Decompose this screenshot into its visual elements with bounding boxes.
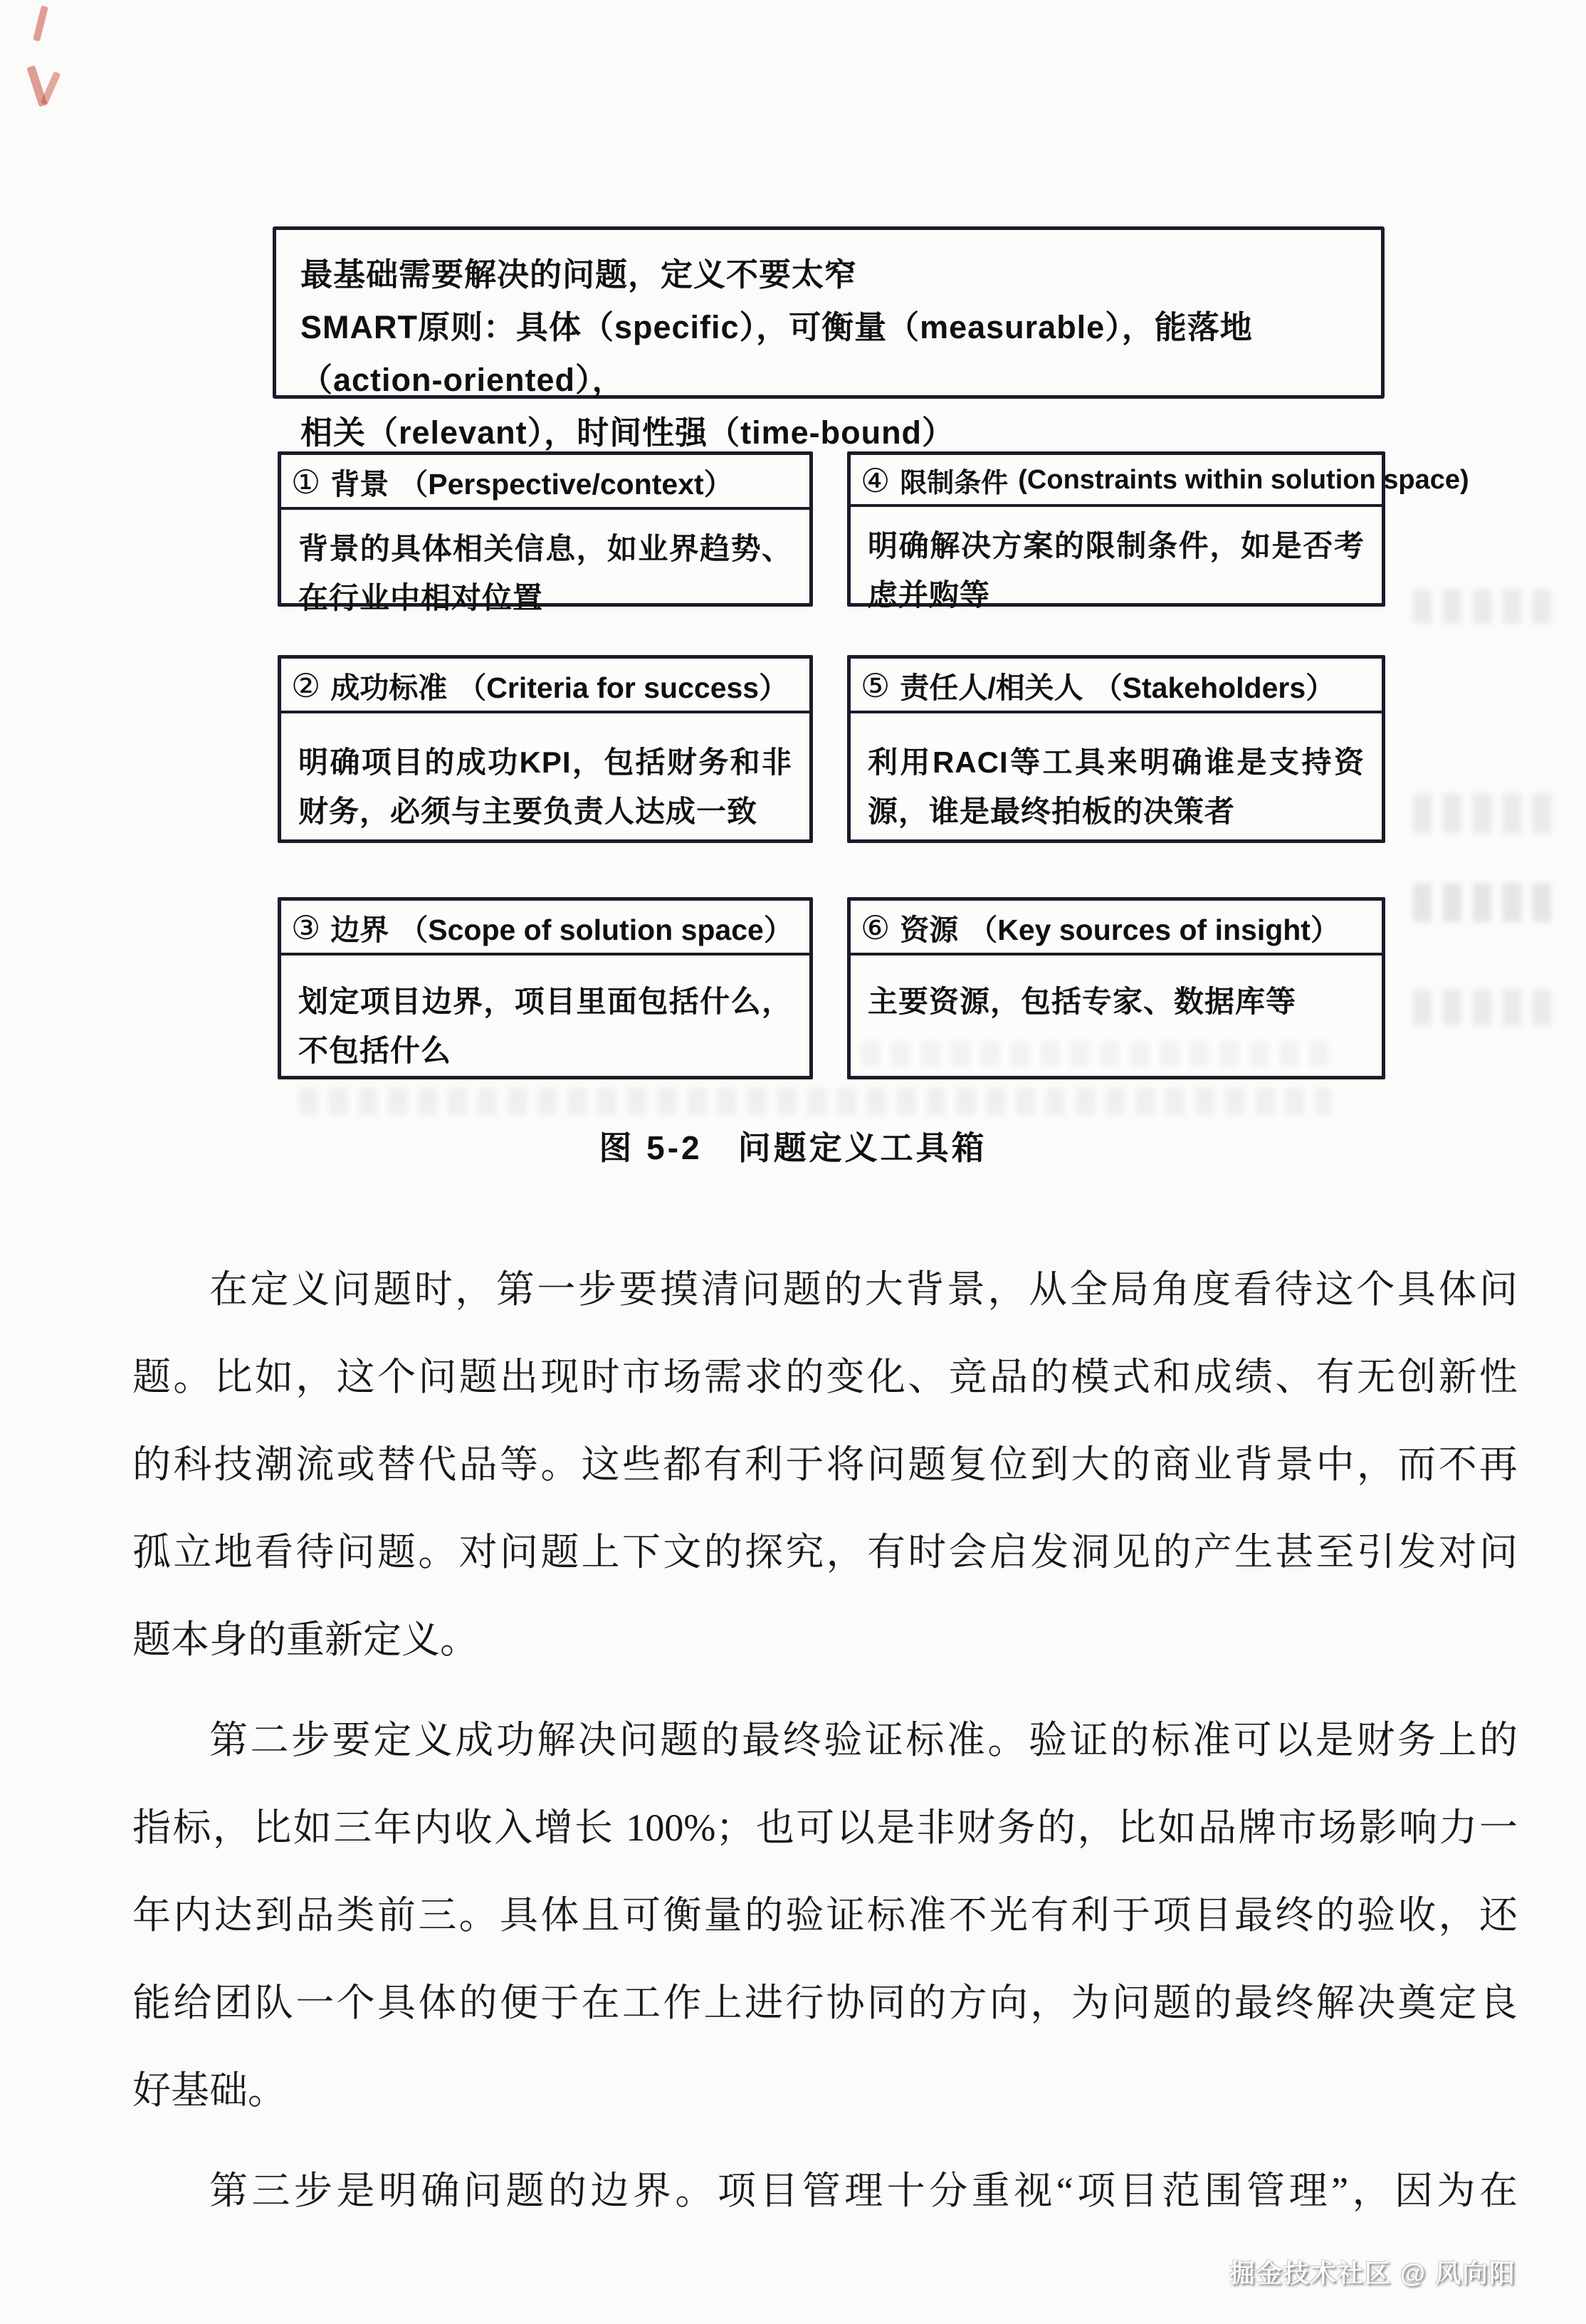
bleed-through-smudge (861, 1041, 1331, 1067)
body-line: 题本身的重新定义。 (132, 1618, 478, 1661)
box-title: 背景 (330, 468, 389, 501)
box-body: 明确解决方案的限制条件，如是否考虑并购等 (868, 529, 1365, 612)
box-number: ③ (291, 909, 321, 946)
smart-box-line: SMART原则：具体（specific），可衡量（measurable），能落地（action-oriented）， (300, 309, 1253, 398)
smart-principles-box (273, 226, 1385, 451)
body-line: 在定义问题时，第一步要摸清问题的大背景，从全局角度看待这个具体问 (209, 1268, 1518, 1311)
figure-caption: 图 5-2 问题定义工具箱 (599, 1129, 987, 1166)
bleed-through-smudge (299, 1088, 1331, 1115)
body-line: 年内达到品类前三。具体且可衡量的验证标准不光有利于项目最终的验收，还 (132, 1894, 1518, 1937)
box-body: 利用RACI等工具来明确谁是支持资源，谁是最终拍板的决策者 (868, 745, 1365, 828)
body-text (132, 1246, 1518, 2235)
box-number: ⑤ (861, 666, 891, 704)
box-title-en: （Criteria for success） (457, 671, 789, 704)
bleed-through-smudge (1413, 794, 1559, 833)
box-title-en: （Key sources of insight） (968, 914, 1340, 946)
body-line: 指标，比如三年内收入增长 100%；也可以是非财务的，比如品牌市场影响力一 (132, 1806, 1518, 1849)
toolbox-box-stakeholders (847, 655, 1385, 843)
box-header (851, 901, 1382, 956)
box-body: 明确项目的成功KPI，包括财务和非财务，必须与主要负责人达成一致 (298, 745, 792, 828)
body-line: 能给团队一个具体的便于在工作上进行协同的方向，为问题的最终解决奠定良 (132, 1982, 1518, 2024)
box-number: ① (291, 463, 321, 501)
body-line: 的科技潮流或替代品等。这些都有利于将问题复位到大的商业背景中，而不再 (132, 1443, 1518, 1486)
pen-mark (33, 6, 48, 42)
box-number: ④ (861, 461, 891, 499)
body-line: 孤立地看待问题。对问题上下文的探究，有时会启发洞见的产生甚至引发对问 (132, 1531, 1518, 1574)
box-number: ② (291, 666, 321, 704)
toolbox-box-scope (278, 897, 813, 1079)
box-title-en: （Scope of solution space） (399, 914, 793, 946)
box-header (281, 659, 809, 713)
box-title: 边界 (330, 914, 389, 946)
box-title-en: （Stakeholders） (1093, 671, 1335, 704)
body-line: 第二步要定义成功解决问题的最终验证标准。验证的标准可以是财务上的 (209, 1719, 1518, 1762)
box-title: 资源 (900, 914, 959, 946)
body-line: 题。比如，这个问题出现时市场需求的变化、竞品的模式和成绩、有无创新性 (132, 1356, 1518, 1398)
pen-mark (41, 71, 61, 105)
box-header (281, 455, 809, 510)
bleed-through-smudge (1413, 990, 1555, 1025)
box-body: 划定项目边界，项目里面包括什么，不包括什么 (298, 985, 792, 1067)
box-body: 背景的具体相关信息，如业界趋势、在行业中相对位置 (298, 532, 792, 614)
watermark: 掘金技术社区 @ 风向阳 (1229, 2258, 1516, 2288)
body-line: 第三步是明确问题的边界。项目管理十分重视“项目范围管理”，因为在 (209, 2169, 1518, 2212)
box-body: 主要资源，包括专家、数据库等 (868, 985, 1297, 1018)
toolbox-box-context (278, 451, 813, 614)
bleed-through-smudge (1413, 590, 1552, 624)
box-header (851, 455, 1469, 507)
box-title-en: (Constraints within solution space) (1018, 465, 1469, 495)
box-title: 限制条件 (900, 469, 1009, 498)
box-title: 成功标准 (330, 671, 448, 704)
box-header (851, 659, 1382, 713)
bleed-through-smudge (1413, 883, 1563, 922)
box-title-en: （Perspective/context） (399, 468, 733, 501)
box-number: ⑥ (861, 909, 891, 946)
smart-box-line: 相关（relevant），时间性强（time-bound） (300, 414, 955, 451)
box-title: 责任人/相关人 (900, 671, 1083, 704)
toolbox-box-success-criteria (278, 655, 813, 843)
box-header (281, 901, 809, 956)
smart-box-line: 最基础需要解决的问题，定义不要太窄 (300, 256, 858, 293)
toolbox-box-constraints (847, 451, 1469, 612)
body-line: 好基础。 (132, 2069, 286, 2112)
